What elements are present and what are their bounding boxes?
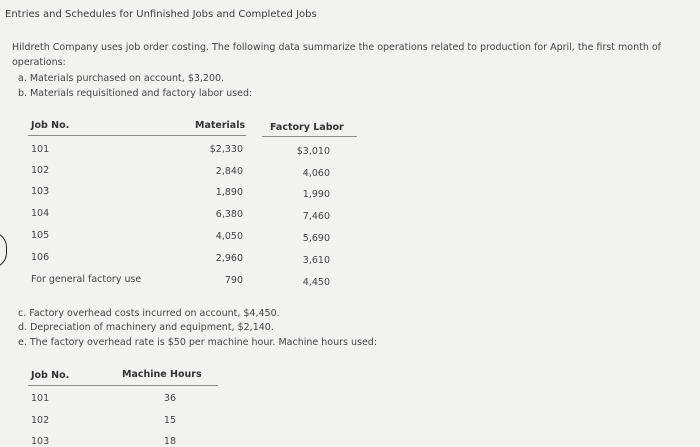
materials-cell: 4,050: [215, 231, 243, 242]
machine-hours-cell: 15: [163, 415, 176, 426]
table1-header-factory-labor: Factory Labor: [270, 122, 344, 133]
machine-hours-cell: 18: [163, 436, 176, 447]
job-no-cell: 101: [31, 144, 50, 155]
materials-cell: 2,840: [215, 166, 243, 177]
machine-hours-cell: 36: [163, 393, 176, 404]
labor-cell: 5,690: [302, 233, 330, 244]
item-b: b. Materials requisitioned and factory labor used:: [18, 88, 253, 99]
materials-cell: 1,890: [215, 187, 243, 198]
table2-header-job-no: Job No.: [31, 370, 70, 381]
materials-cell: 790: [224, 275, 243, 286]
table2-header-machine-hours: Machine Hours: [122, 369, 202, 380]
left-edge-bracket: [0, 232, 7, 268]
labor-cell: 4,450: [302, 277, 330, 288]
job-no-cell: 105: [31, 230, 50, 241]
labor-cell: 1,990: [302, 189, 330, 200]
job-no-cell: 102: [31, 165, 50, 176]
job-no-cell: 106: [31, 252, 50, 263]
table1-header-job-no: Job No.: [31, 120, 70, 131]
labor-cell: $3,010: [296, 146, 330, 157]
intro-paragraph: Hildreth Company uses job order costing. The following data summarize the operations related to production for April, the first month of operations:: [12, 42, 662, 68]
item-e: e. The factory overhead rate is $50 per machine hour. Machine hours used:: [18, 337, 378, 348]
job-no-cell: For general factory use: [31, 274, 142, 285]
table1-header-materials: Materials: [195, 120, 246, 131]
labor-cell: 7,460: [302, 211, 330, 222]
item-c: c. Factory overhead costs incurred on account, $4,450.: [18, 308, 280, 319]
labor-cell: 3,610: [302, 255, 330, 266]
job-no-cell: 103: [31, 186, 50, 197]
materials-cell: 6,380: [215, 209, 243, 220]
item-d: d. Depreciation of machinery and equipment, $2,140.: [18, 322, 274, 333]
labor-cell: 4,060: [302, 168, 330, 179]
job-no-cell: 101: [31, 393, 50, 404]
table1-header-rule: [28, 135, 246, 136]
table2-header-rule: [28, 385, 218, 386]
job-no-cell: 102: [31, 415, 50, 426]
page-title: Entries and Schedules for Unfinished Jobs and Completed Jobs: [5, 9, 317, 20]
job-no-cell: 103: [31, 436, 50, 447]
materials-cell: $2,330: [209, 144, 243, 155]
item-a: a. Materials purchased on account, $3,200.: [18, 73, 225, 84]
job-no-cell: 104: [31, 208, 50, 219]
materials-cell: 2,960: [215, 253, 243, 264]
table1-header-rule: [262, 136, 357, 137]
